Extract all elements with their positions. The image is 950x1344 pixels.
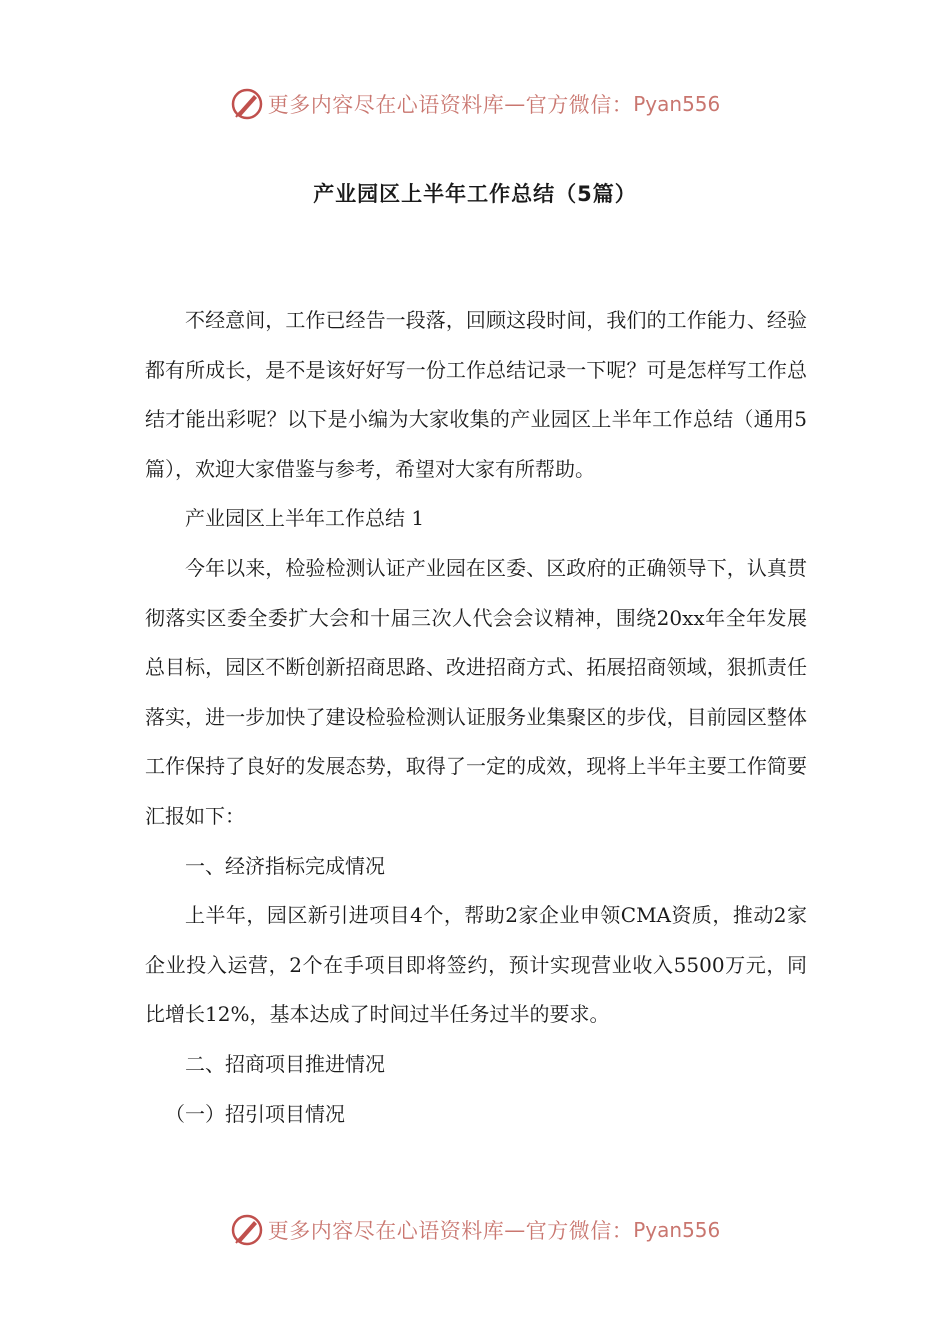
body-paragraph: 今年以来，检验检测认证产业园在区委、区政府的正确领导下，认真贯彻落实区委全委扩大会和十届三次人代会会议精神，围绕20xx年全年发展总目标，园区不断创新招商思路、改进招商方式、拓展招商领域，狠抓责任落实，进一步加快了建设检验检测认证服务业集聚区的步伐，目前园区整体工作保持了良好的发展态势，取得了一定的成效，现将上半年主要工作简要汇报如下： bbox=[145, 555, 807, 828]
header-watermark bbox=[0, 84, 950, 124]
watermark-dash: — bbox=[504, 92, 526, 116]
section-heading-summary-1: 产业园区上半年工作总结 1 bbox=[185, 506, 425, 531]
document-body bbox=[145, 296, 807, 1139]
intro-paragraph: 不经意间，工作已经告一段落，回顾这段时间，我们的工作能力、经验都有所成长，是不是该好好写一份工作总结记录一下呢？可是怎样写工作总结才能出彩呢？以下是小编为大家收集的产业园区上半年工作总结（通用5篇），欢迎大家借鉴与参考，希望对大家有所帮助。 bbox=[145, 308, 807, 481]
pen-circle-logo-icon bbox=[230, 87, 264, 121]
subsection-heading: （一）招引项目情况 bbox=[165, 1101, 345, 1126]
watermark-contact-label: 官方微信： bbox=[525, 1219, 634, 1243]
document-title: 产业园区上半年工作总结（5篇） bbox=[313, 182, 637, 206]
watermark-contact-id: Pyan556 bbox=[633, 1218, 721, 1242]
pen-circle-logo-icon bbox=[230, 1213, 264, 1247]
body-paragraph: 上半年，园区新引进项目4个，帮助2家企业申领CMA资质，推动2家企业投入运营，2个在手项目即将签约，预计实现营业收入5500万元，同比增长12%，基本达成了时间过半任务过半的要求。 bbox=[145, 903, 807, 1027]
footer-watermark bbox=[0, 1210, 950, 1250]
watermark-contact-id: Pyan556 bbox=[633, 92, 721, 116]
watermark-contact-label: 官方微信： bbox=[525, 93, 634, 117]
section-heading-investment: 二、招商项目推进情况 bbox=[185, 1051, 385, 1076]
section-heading-economic: 一、经济指标完成情况 bbox=[185, 853, 385, 878]
watermark-dash: — bbox=[504, 1218, 526, 1242]
watermark-text: 更多内容尽在心语资料库 bbox=[267, 1219, 505, 1243]
watermark-text: 更多内容尽在心语资料库 bbox=[267, 93, 505, 117]
